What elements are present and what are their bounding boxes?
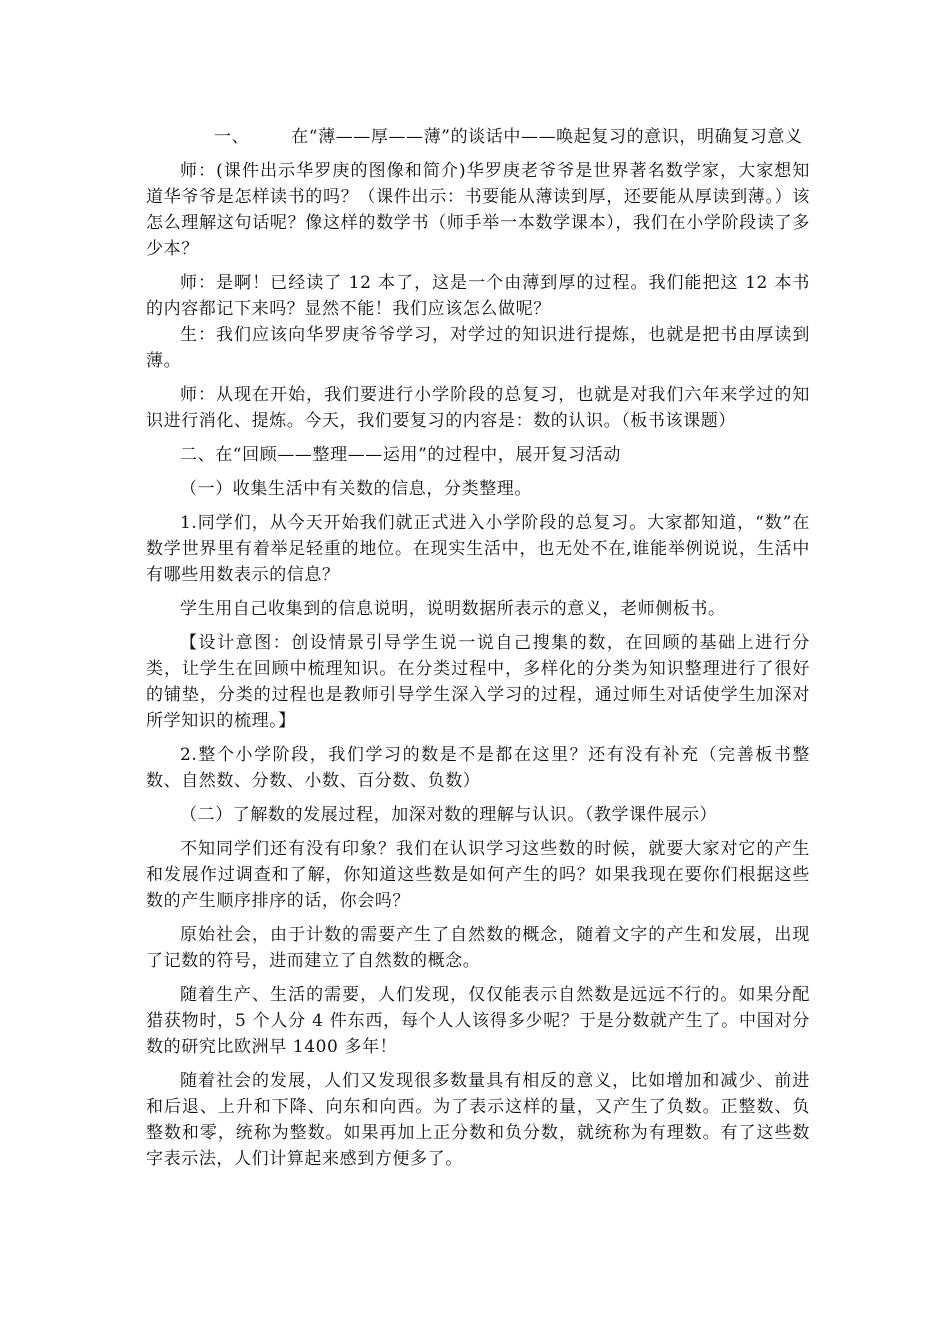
paragraph: 师：是啊！已经读了 12 本了，这是一个由薄到厚的过程。我们能把这 12 本书的内容都记下来吗？显然不能！我们应该怎么做呢？ xyxy=(146,273,810,319)
paragraph: 学生用自己收集到的信息说明，说明数据所表示的意义，老师侧板书。 xyxy=(180,599,726,619)
subsection-heading-1: （一）收集生活中有关数的信息，分类整理。 xyxy=(180,479,532,499)
section-title: 在“薄——厚——薄”的谈话中——唤起复习的意识，明确复习意义 xyxy=(291,127,803,147)
paragraph: 生：我们应该向华罗庚爷爷学习，对学过的知识进行提炼，也就是把书由厚读到薄。 xyxy=(146,325,810,371)
section-heading-2: 二、在“回顾——整理——运用”的过程中，展开复习活动 xyxy=(180,445,621,465)
document-body xyxy=(146,124,810,1180)
paragraph: 师：从现在开始，我们要进行小学阶段的总复习，也就是对我们六年来学过的知识进行消化、提炼。今天，我们要复习的内容是：数的认识。（板书该课题） xyxy=(146,385,810,431)
paragraph: 1.同学们，从今天开始我们就正式进入小学阶段的总复习。大家都知道，“数”在数学世界里有着举足轻重的地位。在现实生活中，也无处不在,谁能举例说说，生活中有哪些用数表示的信息？ xyxy=(146,513,810,585)
paragraph: 随着生产、生活的需要，人们发现，仅仅能表示自然数是远远不行的。如果分配猎获物时，5 个人分 4 件东西，每个人人该得多少呢？于是分数就产生了。中国对分数的研究比欧洲早 1400 多年！ xyxy=(146,985,810,1057)
paragraph: 师：(课件出示华罗庚的图像和简介)华罗庚老爷爷是世界著名数学家，大家想知道华爷爷是怎样读书的吗？（课件出示：书要能从薄读到厚，还要能从厚读到薄。）该怎么理解这句话呢？像这样的数学书（师手举一本数学课本），我们在小学阶段读了多少本？ xyxy=(146,161,810,259)
section-heading-1 xyxy=(146,124,810,150)
paragraph: 原始社会，由于计数的需要产生了自然数的概念，随着文字的产生和发展，出现了记数的符号，进而建立了自然数的概念。 xyxy=(146,925,810,971)
section-number: 一、 xyxy=(214,127,250,147)
paragraph: 随着社会的发展，人们又发现很多数量具有相反的意义，比如增加和减少、前进和后退、上升和下降、向东和向西。为了表示这样的量，又产生了负数。正整数、负整数和零，统称为整数。如果再加上正分数和负分数，就统称为有理数。有了这些数字表示法，人们计算起来感到方便多了。 xyxy=(146,1071,810,1169)
paragraph: 不知同学们还有没有印象？我们在认识学习这些数的时候，就要大家对它的产生和发展作过调查和了解，你知道这些数是如何产生的吗？如果我现在要你们根据这些数的产生顺序排序的话，你会吗？ xyxy=(146,839,810,911)
design-intent-note: 【设计意图：创设情景引导学生说一说自己搜集的数，在回顾的基础上进行分类，让学生在回顾中梳理知识。在分类过程中，多样化的分类为知识整理进行了很好的铺垫，分类的过程也是教师引导学生深入学习的过程，通过师生对话使学生加深对所学知识的梳理。】 xyxy=(146,633,810,731)
subsection-heading-2: （二）了解数的发展过程，加深对数的理解与认识。（教学课件展示） xyxy=(180,805,718,825)
paragraph: 2.整个小学阶段，我们学习的数是不是都在这里？还有没有补充（完善板书整数、自然数、分数、小数、百分数、负数） xyxy=(146,745,810,791)
